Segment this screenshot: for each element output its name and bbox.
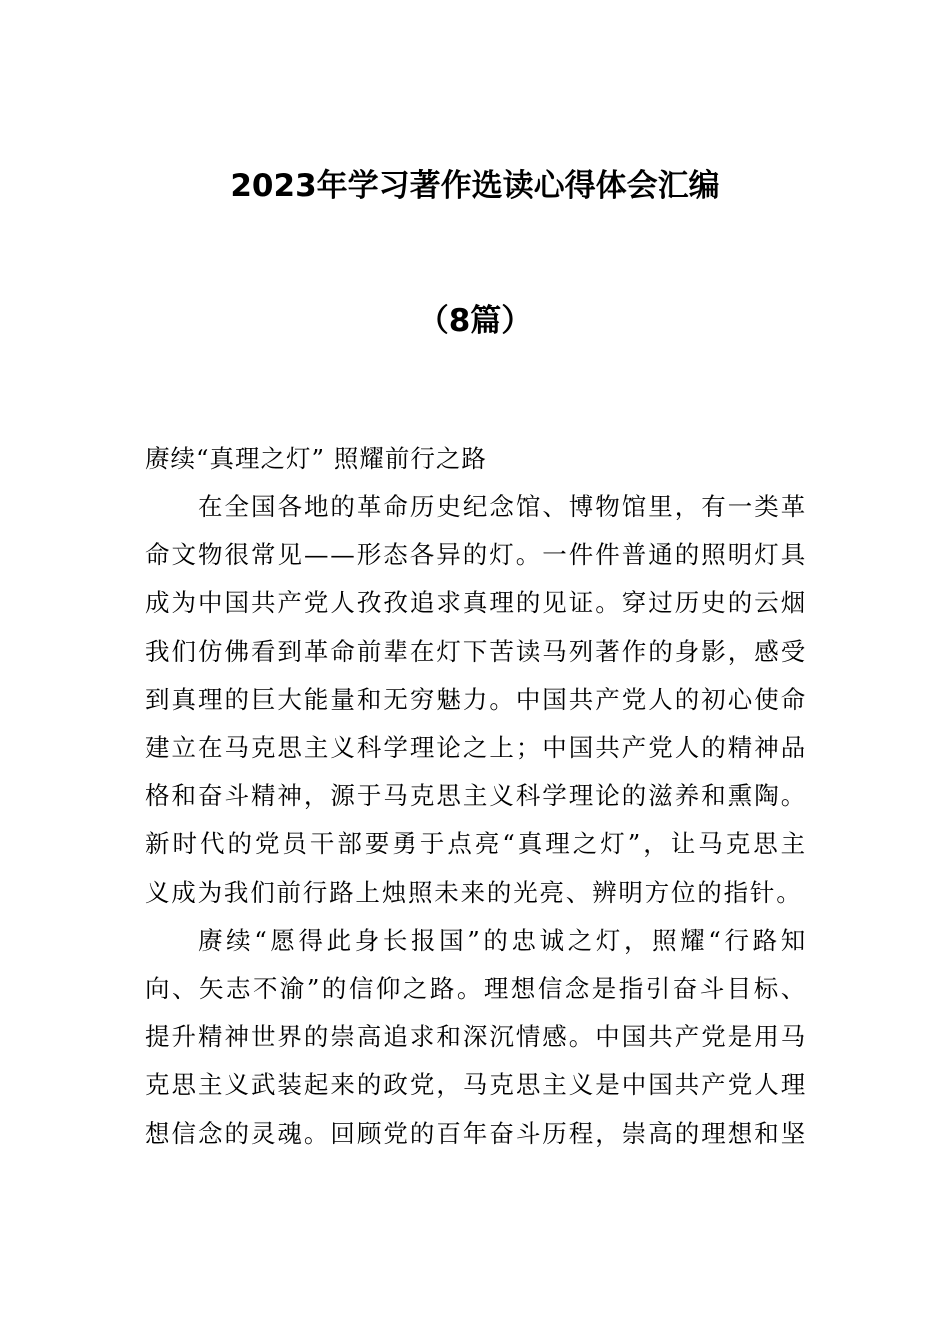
paragraph-line: 提升精神世界的崇高追求和深沉情感。中国共产党是用马 — [145, 1022, 807, 1052]
paragraph-line: 向、矢志不渝”的信仰之路。理想信念是指引奋斗目标、 — [145, 974, 807, 1003]
section-heading: 赓续“真理之灯” 照耀前行之路 — [145, 444, 487, 473]
paragraph-line: 建立在马克思主义科学理论之上；中国共产党人的精神品 — [145, 733, 807, 762]
paragraph-line: 赓续“愿得此身长报国”的忠诚之灯，照耀“行路知 — [198, 925, 807, 955]
paragraph-line: 克思主义武装起来的政党，马克思主义是中国共产党人理 — [145, 1070, 807, 1100]
paragraph-line: 想信念的灵魂。回顾党的百年奋斗历程，崇高的理想和坚 — [145, 1118, 807, 1148]
paragraph-line: 到真理的巨大能量和无穷魅力。中国共产党人的初心使命 — [145, 684, 807, 714]
paragraph-line: 成为中国共产党人孜孜追求真理的见证。穿过历史的云烟 — [145, 588, 807, 618]
paragraph-line: 格和奋斗精神，源于马克思主义科学理论的滋养和熏陶。 — [145, 781, 807, 811]
document-subtitle: （8篇） — [417, 303, 533, 339]
paragraph-line: 命文物很常见——形态各异的灯。一件件普通的照明灯具 — [145, 540, 807, 570]
paragraph-line: 义成为我们前行路上烛照未来的光亮、辨明方位的指针。 — [145, 877, 803, 907]
paragraph-line: 新时代的党员干部要勇于点亮“真理之灯”，让马克思主 — [145, 829, 807, 859]
document-title: 2023年学习著作选读心得体会汇编 — [230, 168, 720, 204]
paragraph-line: 我们仿佛看到革命前辈在灯下苦读马列著作的身影，感受 — [145, 636, 807, 666]
paragraph-line: 在全国各地的革命历史纪念馆、博物馆里，有一类革 — [198, 492, 807, 521]
